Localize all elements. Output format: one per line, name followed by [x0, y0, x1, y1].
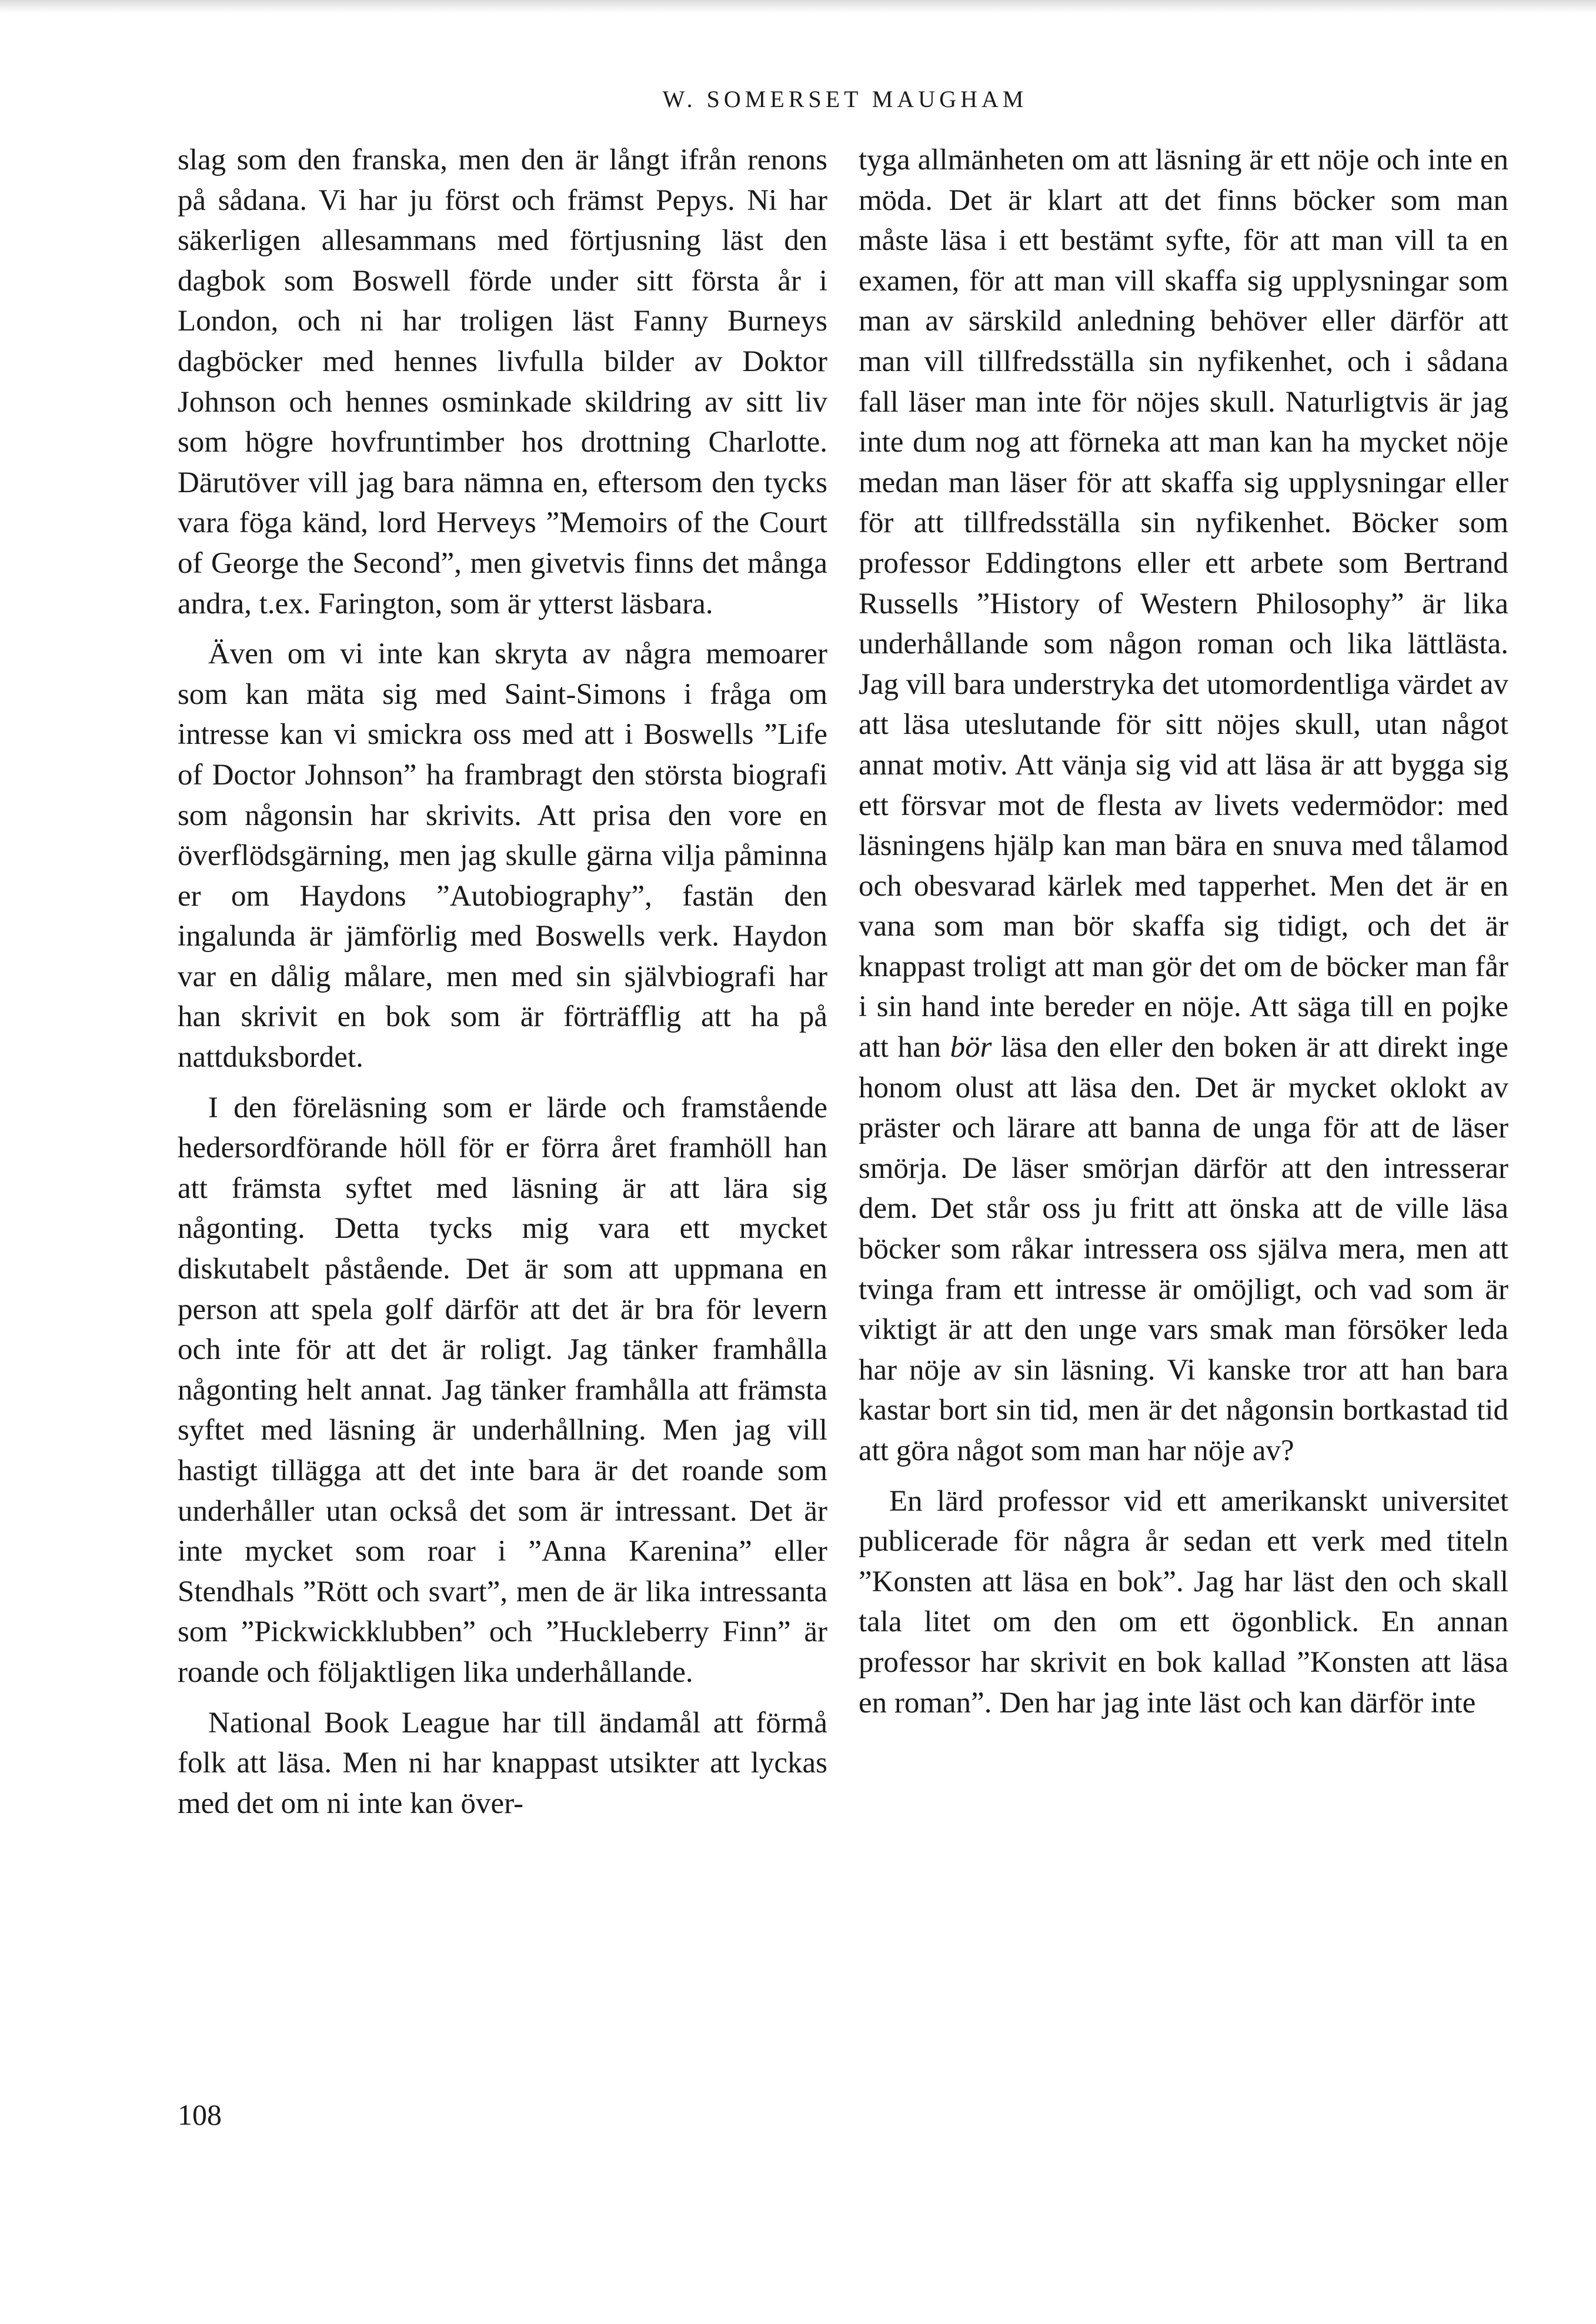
right-column	[859, 140, 1508, 1723]
emphasis-text: bör	[950, 1031, 992, 1064]
paragraph: En lärd professor vid ett amerikanskt universitet publicerade för några år sedan ett verk med titeln ”Konsten att läsa en bok”. Jag har läst den och skall tala litet om den om ett ögonblick. En annan professor har skrivit en bok kallad ”Konsten att läsa en roman”. Den har jag inte läst och kan därför inte	[859, 1484, 1508, 1719]
left-column	[178, 140, 827, 1824]
paragraph: slag som den franska, men den är långt ifrån renons på sådana. Vi har ju först och främst Pepys. Ni har säkerligen allesammans med förtjusning läst den dagbok som Boswell förde under sitt första år i London, och ni har troligen läst Fanny Burneys dagböcker med hennes livfulla bilder av Doktor Johnson och hennes osminkade skildring av sitt liv som högre hovfruntimber hos drottning Charlotte. Därutöver vill jag bara nämna en, eftersom den tycks vara föga känd, lord Herveys ”Memoirs of the Court of George the Second”, men givetvis finns det många andra, t.ex. Farington, som är ytterst läsbara.	[178, 143, 827, 620]
paragraph: National Book League har till ändamål att förmå folk att läsa. Men ni har knappast utsikter att lyckas med det om ni inte kan över-	[178, 1706, 827, 1820]
paragraph: I den föreläsning som er lärde och framstående hedersordförande höll för er förra året framhöll han att främsta syftet med läsning är att lära sig någonting. Detta tycks mig vara ett mycket diskutabelt påstående. Det är som att uppmana en person att spela golf därför att det är bra för levern och inte för att det är roligt. Jag tänker framhålla någonting helt annat. Jag tänker framhålla att främsta syftet med läsning är underhållning. Men jag vill hastigt tillägga att det inte bara är det roande som underhåller utan också det som är intressant. Det är inte mycket som roar i ”Anna Karenina” eller Stendhals ”Rött och svart”, men de är lika intressanta som ”Pickwickklubben” och ”Huckleberry Finn” är roande och följaktligen lika underhållande.	[178, 1091, 827, 1689]
paragraph-text: tyga allmänheten om att läsning är ett nöje och inte en möda. Det är klart att det finns böcker som man måste läsa i ett bestämt syfte, för att man vill ta en examen, för att man vill skaffa sig upplysningar som man av särskild anledning behöver eller därför att man vill tillfredsställa sin nyfikenhet, och i sådana fall läser man inte för nöjes skull. Naturligtvis är jag inte dum nog att förneka att man kan ha mycket nöje medan man läser för att skaffa sig upplysningar eller för att tillfredsställa sin nyfikenhet. Böcker som professor Eddingtons eller ett arbete som Bertrand Russells ”History of Western Philosophy” är lika underhållande som någon roman och lika lättlästa. Jag vill bara understryka det utomordentliga värdet av att läsa uteslutande för sitt nöjes skull, utan något annat motiv. Att vänja sig vid att läsa är att bygga sig ett försvar mot de flesta av livets vedermödor: med läsningens hjälp kan man bära en snuva med tålamod och obesvarad kärlek med tapperhet. Men det är en vana som man bör skaffa sig tidigt, och det är knappast troligt att man gör det om de böcker man får i sin hand inte bereder en nöje. Att säga till en pojke att han	[859, 143, 1508, 1064]
running-head: W. SOMERSET MAUGHAM	[662, 86, 1028, 112]
page-edge-shadow	[0, 0, 1596, 13]
paragraph	[859, 140, 1508, 1471]
paragraph: Även om vi inte kan skryta av några memoarer som kan mäta sig med Saint-Simons i fråga om intresse kan vi smickra oss med att i Boswells ”Life of Doctor Johnson” ha frambragt den största biografi som någonsin har skrivits. Att prisa den vore en överflödsgärning, men jag skulle gärna vilja påminna er om Haydons ”Autobiography”, fastän den ingalunda är jämförlig med Boswells verk. Haydon var en dålig målare, men med sin självbiografi har han skrivit en bok som är förträfflig att ha på nattduksbordet.	[178, 637, 827, 1074]
paragraph-text: läsa den eller den boken är att direkt inge honom olust att läsa den. Det är mycket oklokt av präster och lärare att banna de unga för att de läser smörja. De läser smörjan därför att den intresserar dem. Det står oss ju fritt att önska att de ville läsa böcker som råkar intressera oss själva mera, men att tvinga fram ett intresse är omöjligt, och vad som är viktigt är att den unge vars smak man försöker leda har nöje av sin läsning. Vi kanske tror att han bara kastar bort sin tid, men är det någonsin bortkastad tid att göra något som man har nöje av?	[859, 1031, 1509, 1467]
page-number: 108	[178, 2098, 222, 2131]
